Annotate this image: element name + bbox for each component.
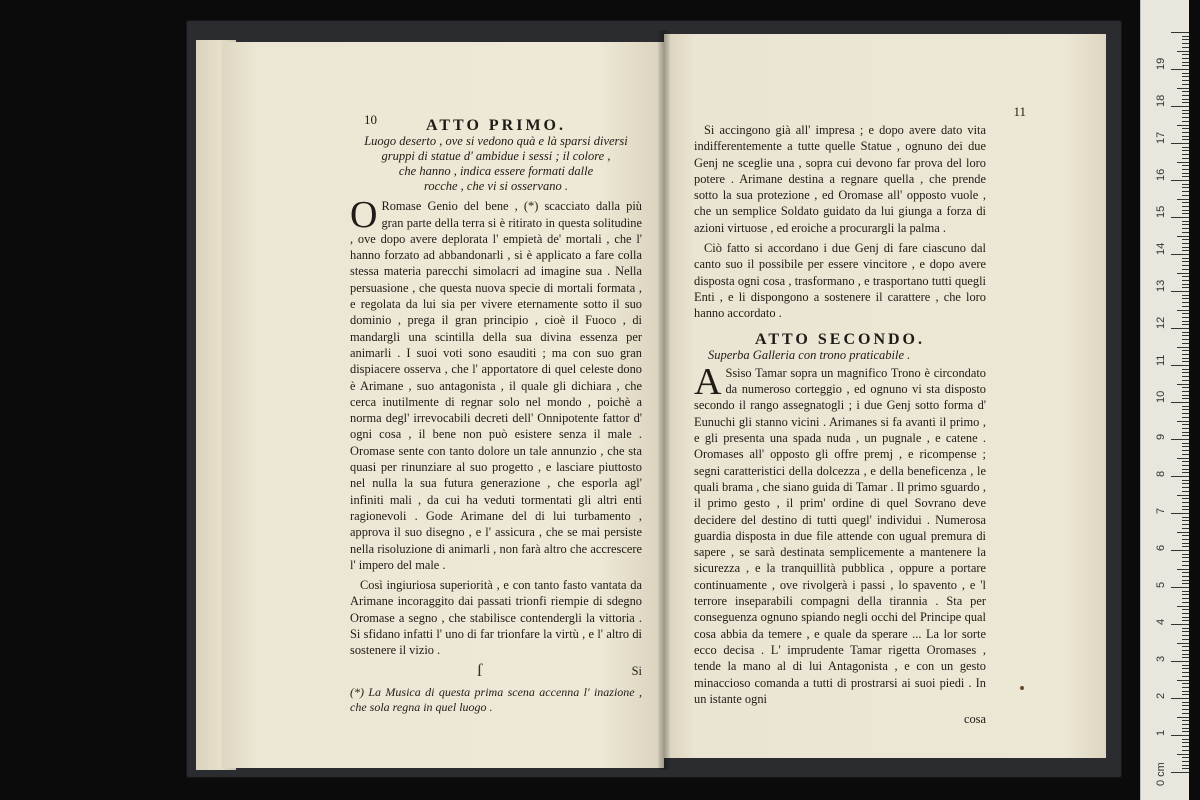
ruler-tick	[1182, 728, 1189, 729]
ruler-tick	[1182, 261, 1189, 262]
ruler-tick	[1177, 384, 1189, 385]
ruler-tick	[1182, 668, 1189, 669]
ruler-tick	[1182, 335, 1189, 336]
ruler-tick	[1182, 502, 1189, 503]
ruler-tick	[1182, 395, 1189, 396]
ruler-tick	[1182, 487, 1189, 488]
ruler-tick	[1182, 284, 1189, 285]
ruler-tick	[1182, 765, 1189, 766]
ruler-number: 13	[1155, 279, 1167, 292]
ruler-tick	[1182, 213, 1189, 214]
ink-flourish: ſ	[477, 660, 483, 680]
ruler-number: 14	[1155, 242, 1167, 255]
ruler-tick	[1177, 88, 1189, 89]
ruler-tick	[1182, 350, 1189, 351]
ruler-tick	[1182, 228, 1189, 229]
ruler-number: 7	[1155, 507, 1167, 514]
ruler-tick	[1182, 543, 1189, 544]
left-text-column	[350, 118, 642, 715]
ruler-number: 3	[1155, 655, 1167, 662]
ruler-tick	[1182, 446, 1189, 447]
ruler-tick	[1177, 51, 1189, 52]
ruler-tick	[1177, 347, 1189, 348]
ruler-tick	[1182, 65, 1189, 66]
ruler-tick	[1182, 483, 1189, 484]
ruler-number: 8	[1155, 470, 1167, 477]
ruler-tick	[1182, 387, 1189, 388]
ruler-tick	[1182, 391, 1189, 392]
ruler-tick	[1182, 528, 1189, 529]
ruler-tick	[1182, 210, 1189, 211]
ruler-tick	[1182, 406, 1189, 407]
ruler-tick	[1182, 509, 1189, 510]
ruler-tick	[1182, 465, 1189, 466]
ruler-tick	[1182, 243, 1189, 244]
ruler-tick	[1182, 276, 1189, 277]
measurement-ruler	[1140, 0, 1189, 800]
right-page	[664, 34, 1106, 758]
ruler-tick	[1182, 158, 1189, 159]
ruler-tick	[1182, 354, 1189, 355]
ruler-tick	[1171, 624, 1189, 625]
paragraph: Si accingono già all' impresa ; e dopo avere dato vita indifferentemente a tutte quelle Statue , ognuno dei due Genj ne sceglie una , sopra cui devono far prova del loro potere . Arimane destina a regnare quella , che prende sotto la sua protezione , ed Oromase all' opposto vuole , che un semplice Soldato guidato da lui giunga a forza di azioni virtuose , ed eroiche a procurargli la palma .	[694, 123, 986, 235]
ruler-tick	[1182, 280, 1189, 281]
ruler-tick	[1182, 691, 1189, 692]
ruler-tick	[1182, 358, 1189, 359]
act-one-scene-description	[350, 134, 642, 194]
ruler-tick	[1171, 661, 1189, 662]
ruler-tick	[1182, 713, 1189, 714]
ruler-tick	[1182, 324, 1189, 325]
page-number-left: 10	[364, 112, 377, 127]
ruler-tick	[1182, 413, 1189, 414]
act-two-heading: ATTO SECONDO.	[755, 330, 925, 348]
ruler-tick	[1182, 165, 1189, 166]
ruler-tick	[1182, 628, 1189, 629]
ruler-tick	[1171, 254, 1189, 255]
ruler-number: 10	[1155, 390, 1167, 403]
ruler-tick	[1182, 398, 1189, 399]
ruler-tick	[1182, 139, 1189, 140]
ruler-tick	[1182, 498, 1189, 499]
ruler-tick	[1182, 461, 1189, 462]
ruler-tick	[1182, 620, 1189, 621]
ruler-tick	[1182, 184, 1189, 185]
ruler-tick	[1182, 202, 1189, 203]
ruler-tick	[1182, 750, 1189, 751]
ruler-tick	[1182, 472, 1189, 473]
ruler-tick	[1182, 369, 1189, 370]
ruler-tick	[1182, 731, 1189, 732]
ruler-tick	[1177, 421, 1189, 422]
ruler-tick	[1182, 232, 1189, 233]
ruler-tick	[1182, 635, 1189, 636]
ruler-tick	[1182, 191, 1189, 192]
catchword: cosa	[963, 712, 986, 727]
ruler-tick	[1182, 480, 1189, 481]
ruler-tick	[1182, 343, 1189, 344]
ruler-tick	[1182, 43, 1189, 44]
ruler-tick	[1182, 491, 1189, 492]
ruler-tick	[1171, 698, 1189, 699]
ruler-tick	[1182, 705, 1189, 706]
ruler-tick	[1182, 121, 1189, 122]
ruler-tick	[1182, 136, 1189, 137]
ruler-tick	[1182, 724, 1189, 725]
ruler-tick	[1182, 187, 1189, 188]
ruler-tick	[1182, 694, 1189, 695]
left-page	[222, 42, 664, 768]
ruler-number: 15	[1155, 205, 1167, 218]
ruler-tick	[1171, 365, 1189, 366]
ruler-tick	[1182, 650, 1189, 651]
ruler-tick	[1182, 380, 1189, 381]
ruler-tick	[1182, 117, 1189, 118]
ruler-tick	[1182, 99, 1189, 100]
ruler-tick	[1182, 169, 1189, 170]
ruler-number: 2	[1155, 692, 1167, 699]
foxing-spot	[1020, 686, 1024, 690]
ruler-tick	[1182, 432, 1189, 433]
paragraph	[694, 360, 986, 707]
ruler-tick	[1182, 287, 1189, 288]
ruler-tick	[1182, 742, 1189, 743]
ruler-number: 6	[1155, 544, 1167, 551]
ruler-tick	[1182, 39, 1189, 40]
ruler-tick	[1182, 613, 1189, 614]
scene-line: rocche , che vi si osservano .	[424, 179, 568, 194]
right-text-column	[694, 122, 986, 733]
ruler-tick	[1182, 594, 1189, 595]
ruler-tick	[1182, 58, 1189, 59]
ruler-tick	[1171, 32, 1189, 33]
ruler-tick	[1171, 69, 1189, 70]
book-gutter	[658, 30, 670, 770]
ruler-tick	[1182, 62, 1189, 63]
ruler-tick	[1182, 757, 1189, 758]
ruler-tick	[1182, 517, 1189, 518]
ruler-tick	[1171, 772, 1189, 773]
ruler-tick	[1171, 217, 1189, 218]
ruler-number: 12	[1155, 316, 1167, 329]
ruler-tick	[1182, 665, 1189, 666]
ruler-tick	[1182, 128, 1189, 129]
ruler-tick	[1182, 631, 1189, 632]
ruler-tick	[1171, 291, 1189, 292]
ruler-tick	[1182, 361, 1189, 362]
ruler-tick	[1182, 598, 1189, 599]
ruler-tick	[1182, 602, 1189, 603]
ruler-tick	[1182, 654, 1189, 655]
ruler-tick	[1182, 646, 1189, 647]
ruler-number: 5	[1155, 581, 1167, 588]
ruler-tick	[1182, 409, 1189, 410]
ruler-tick	[1182, 265, 1189, 266]
ruler-tick	[1182, 221, 1189, 222]
ruler-tick	[1171, 476, 1189, 477]
ruler-tick	[1182, 339, 1189, 340]
ruler-tick	[1182, 332, 1189, 333]
ruler-tick	[1182, 469, 1189, 470]
ruler-tick	[1182, 80, 1189, 81]
ruler-tick	[1171, 180, 1189, 181]
ruler-tick	[1182, 639, 1189, 640]
ruler-tick	[1182, 154, 1189, 155]
footnote: (*) La Musica di questa prima scena accenna l' inazione , che sola regna in quel luogo .	[350, 684, 642, 714]
ruler-tick	[1182, 150, 1189, 151]
ruler-tick	[1182, 372, 1189, 373]
ruler-tick	[1182, 313, 1189, 314]
ruler-tick	[1182, 580, 1189, 581]
ruler-tick	[1171, 550, 1189, 551]
ruler-tick	[1182, 428, 1189, 429]
ruler-tick	[1182, 147, 1189, 148]
ruler-tick	[1182, 73, 1189, 74]
ruler-tick	[1171, 402, 1189, 403]
ruler-tick	[1182, 617, 1189, 618]
ruler-tick	[1182, 672, 1189, 673]
ruler-tick	[1177, 532, 1189, 533]
paragraph-text: Romase Genio del bene , (*) scacciato dalla più gran parte della terra si è ritirato in questa solitudine , ove dopo avere deplorata l' empietà de' mortali , che l' hanno forzato ad abbandonarli , si è applicato a fare colla stessa materia parecchi simolacri ad imagine sua . Nella persuasione , che questa nuova specie di mortali formata , e regolata da lui sia per vivere eternamente sotto il suo dominio , prega il gran principio , cioè il Fuoco , di mandargli una scintilla della sua divina essenza per animarli . I suoi voti sono esauditi ; ma con suo gran dispiacere osserva , che l' apportatore di quel celeste dono è Arimane , suo antagonista , il quale gli dichiara , che cerca inutilmente di regnar solo nel mondo , poichè a norma degl' irrevocabili decreti dell' Onnipotente fattor d' ogni cosa , il bene non può esistere senza il male . Oromase sente con tanto dolore un tale annunzio , che sta quasi per rinunziare al suo progetto , e lasciare piuttosto nel nulla la sua futura generazione , che esporla agl' infiniti mali , da cui ha veduti tormentati gli altri enti ragionevoli . Gode Arimane del di lui turbamento , approva il suo disegno , e l' assicura , che se mai persiste nella risoluzione di animarli , non farà altro che accrescere l' impero del male .	[350, 199, 642, 572]
ruler-tick	[1182, 173, 1189, 174]
ruler-tick	[1182, 657, 1189, 658]
ruler-tick	[1177, 643, 1189, 644]
paragraph: Così ingiuriosa superiorità , e con tanto fasto vantata da Arimane incoraggito dai passati trionfi riempie di sdegno Oromase a segno , che stabilisce contendergli la vittoria . Si sfidano infatti l' uno di far trionfare la virtù , e l' altro di sostenere il vizio .	[350, 578, 642, 658]
drop-cap: O	[350, 194, 378, 237]
ruler-tick	[1182, 54, 1189, 55]
ruler-tick	[1182, 565, 1189, 566]
ruler-tick	[1182, 224, 1189, 225]
ruler-tick	[1182, 687, 1189, 688]
ruler-tick	[1171, 587, 1189, 588]
act-two-scene-description: Superba Galleria con trono praticabile .	[708, 347, 911, 362]
ruler-tick	[1182, 269, 1189, 270]
act-one-heading: ATTO PRIMO.	[426, 117, 566, 134]
ruler-number: 4	[1155, 618, 1167, 625]
ruler-tick	[1182, 317, 1189, 318]
ruler-tick	[1177, 125, 1189, 126]
ruler-tick	[1182, 572, 1189, 573]
ruler-tick	[1177, 199, 1189, 200]
ruler-tick	[1182, 443, 1189, 444]
ruler-tick	[1182, 546, 1189, 547]
ruler-tick	[1182, 576, 1189, 577]
ruler-tick	[1182, 506, 1189, 507]
ruler-tick	[1182, 36, 1189, 37]
ruler-tick	[1182, 709, 1189, 710]
ruler-number: 18	[1155, 94, 1167, 107]
ruler-tick	[1182, 583, 1189, 584]
ruler-tick	[1182, 76, 1189, 77]
ruler-tick	[1182, 113, 1189, 114]
ruler-tick	[1182, 683, 1189, 684]
ruler-tick	[1182, 47, 1189, 48]
ruler-tick	[1177, 310, 1189, 311]
ruler-tick	[1177, 606, 1189, 607]
ruler-tick	[1177, 680, 1189, 681]
ruler-tick	[1182, 676, 1189, 677]
ruler-tick	[1182, 195, 1189, 196]
ruler-tick	[1182, 247, 1189, 248]
ruler-unit-label: 0 cm	[1155, 762, 1167, 786]
ruler-tick	[1182, 561, 1189, 562]
ruler-tick	[1171, 439, 1189, 440]
ruler-tick	[1182, 250, 1189, 251]
scene-line: che hanno , indica essere formati dalle	[398, 164, 594, 179]
paragraph-text: Ssiso Tamar sopra un magnifico Trono è circondato da numeroso corteggio , ed ognuno vi sta disposto secondo il rango assegnatogli ; i due Genj sotto forma d' Eunuchi gli stanno vicini . Arimanes si fa avanti il primo , e gli presenta una spada nuda , un pugnale , e catene . Oromases all' opposto gli offre premj , e ricompense ; segni caratteristici della dolcezza , e della beneficenza , le quali brama , che siano guida di Tamar . Il primo sguardo , il primo gesto , il prim' ordine di quel Sovrano deve decidere del destino di tutti quegl' individui . Numerosa guardia disposta in due file attende con ugual premura di sapere , se sarà destinata semplicemente a mantenere la sicurezza , e la tranquillità pubblica , oppure a portare continuamente , ove rivolgerà i passi , lo spavento , e 'l terrore inseparabili compagni della tirannia . Sta per conseguenza ognuno spiando negli occhi del Principe qual cosa abbia da temere , e quale da sperare ... La lor sorte ecco decisa . L' imprudente Tamar rigetta Oromases , tende la mano al di lui Antagonista , e con un gesto minaccioso comanda a tutti di prostrarsi ai suoi piedi . In un istante ogni	[694, 365, 986, 706]
ruler-tick	[1177, 569, 1189, 570]
ruler-tick	[1177, 717, 1189, 718]
ruler-tick	[1182, 435, 1189, 436]
ruler-tick	[1182, 258, 1189, 259]
catchword: Si	[631, 663, 642, 678]
drop-cap: A	[694, 360, 722, 403]
ruler-number: 9	[1155, 433, 1167, 440]
ruler-tick	[1182, 761, 1189, 762]
ruler-tick	[1182, 746, 1189, 747]
scene-line: Luogo deserto , ove si vedono quà e là sparsi diversi	[364, 134, 628, 149]
ruler-tick	[1182, 295, 1189, 296]
ruler-tick	[1182, 554, 1189, 555]
ruler-tick	[1182, 102, 1189, 103]
ruler-tick	[1177, 162, 1189, 163]
ruler-number: 11	[1155, 354, 1167, 366]
ruler-tick	[1182, 306, 1189, 307]
ruler-tick	[1182, 520, 1189, 521]
ruler-tick	[1182, 557, 1189, 558]
ruler-tick	[1182, 720, 1189, 721]
ruler-tick	[1182, 417, 1189, 418]
ruler-tick	[1182, 450, 1189, 451]
scene-line: gruppi di statue d' ambidue i sessi ; il colore ,	[381, 149, 611, 164]
ruler-tick	[1177, 754, 1189, 755]
ruler-tick	[1177, 273, 1189, 274]
page-number-right: 11	[1013, 104, 1026, 119]
ruler-tick	[1182, 132, 1189, 133]
ruler-tick	[1182, 302, 1189, 303]
ruler-tick	[1182, 739, 1189, 740]
ruler-tick	[1182, 91, 1189, 92]
ruler-tick	[1177, 495, 1189, 496]
ruler-tick	[1177, 236, 1189, 237]
ruler-tick	[1182, 376, 1189, 377]
ruler-tick	[1171, 735, 1189, 736]
ruler-tick	[1182, 768, 1189, 769]
ruler-tick	[1182, 176, 1189, 177]
ruler-number: 17	[1155, 131, 1167, 144]
ruler-tick	[1182, 591, 1189, 592]
ruler-tick	[1171, 143, 1189, 144]
ruler-number: 16	[1155, 168, 1167, 181]
ruler-tick	[1182, 702, 1189, 703]
ruler-tick	[1171, 513, 1189, 514]
ruler-tick	[1182, 110, 1189, 111]
paragraph	[350, 194, 642, 573]
ruler-tick	[1182, 524, 1189, 525]
ruler-tick	[1182, 539, 1189, 540]
ruler-tick	[1182, 424, 1189, 425]
ruler-number: 1	[1155, 729, 1167, 736]
ruler-tick	[1182, 239, 1189, 240]
ruler-tick	[1182, 95, 1189, 96]
ruler-tick	[1177, 458, 1189, 459]
ruler-tick	[1182, 609, 1189, 610]
ruler-tick	[1171, 106, 1189, 107]
ruler-tick	[1182, 298, 1189, 299]
ruler-tick	[1171, 328, 1189, 329]
paragraph: Ciò fatto si accordano i due Genj di fare ciascuno dal canto suo il possibile per essere vincitore , e dopo avere disposta ogni cosa , trasformano , e trasportano tutti quegli Enti , e li dispongono a sostenere il carattere , che loro hanno accordato .	[694, 241, 986, 321]
ruler-tick	[1182, 206, 1189, 207]
ruler-tick	[1182, 321, 1189, 322]
ruler-tick	[1182, 454, 1189, 455]
ruler-tick	[1182, 84, 1189, 85]
ruler-tick	[1182, 535, 1189, 536]
ruler-number: 19	[1155, 57, 1167, 70]
